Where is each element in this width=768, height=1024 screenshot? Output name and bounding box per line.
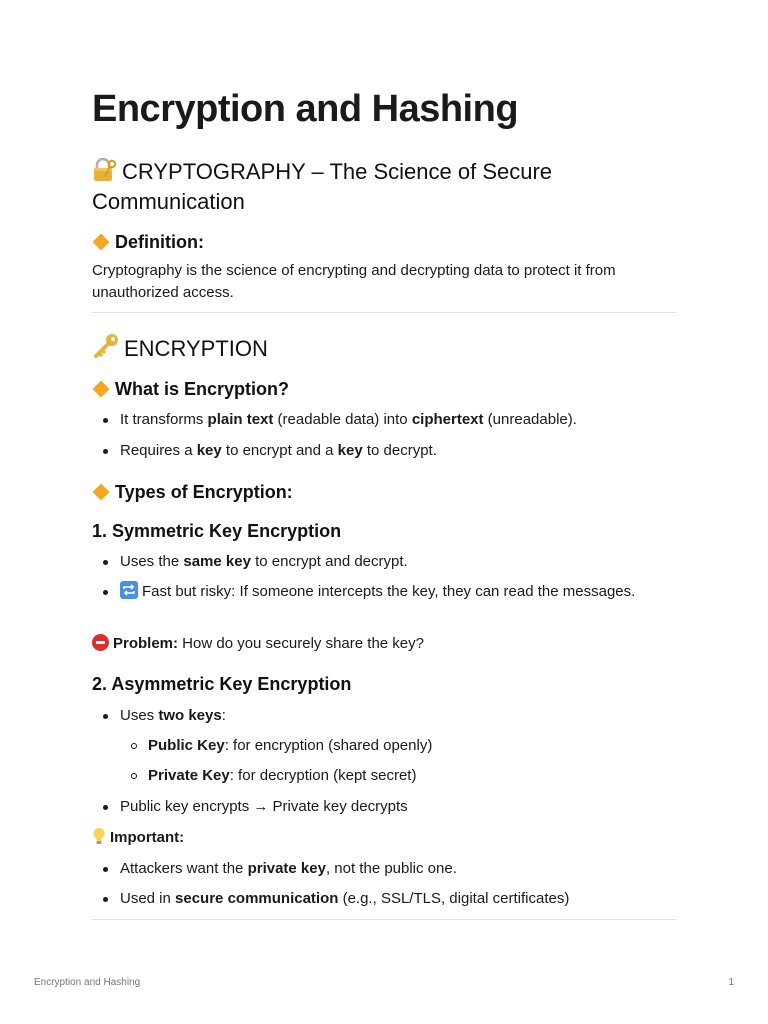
lock-key-icon xyxy=(92,158,118,188)
bold-text: ciphertext xyxy=(411,411,484,428)
bullet xyxy=(103,560,108,565)
bullet xyxy=(103,867,108,872)
important-label: Important: xyxy=(110,829,185,846)
definition-heading xyxy=(92,231,204,253)
bullet xyxy=(103,897,108,902)
list-item xyxy=(120,581,660,606)
key-icon xyxy=(92,333,120,365)
page-title: Encryption and Hashing xyxy=(92,88,519,130)
list-item xyxy=(120,551,660,573)
stop-sign-icon xyxy=(92,634,109,651)
bold-text: secure communication xyxy=(175,890,339,907)
bold-text: same key xyxy=(183,553,251,570)
sub-list-item xyxy=(148,735,688,757)
encryption-heading xyxy=(92,333,268,365)
text: to encrypt and a xyxy=(221,442,338,459)
text: Used in xyxy=(120,890,176,907)
symmetric-heading: 1. Symmetric Key Encryption xyxy=(92,521,342,541)
list-item xyxy=(120,858,660,880)
types-of-encryption-heading xyxy=(92,481,293,503)
text: : for encryption (shared openly) xyxy=(224,737,433,754)
text: (e.g., SSL/TLS, digital certificates) xyxy=(338,890,570,907)
list-item xyxy=(120,796,660,818)
repeat-icon xyxy=(120,581,138,606)
bullet xyxy=(131,773,137,779)
footer-title: Encryption and Hashing xyxy=(34,977,141,988)
bold-text: key xyxy=(337,442,363,459)
divider xyxy=(92,919,677,920)
orange-diamond-icon xyxy=(93,381,110,398)
problem-text: How do you securely share the key? xyxy=(178,635,424,652)
asymmetric-heading: 2. Asymmetric Key Encryption xyxy=(92,674,352,694)
bold-text: plain text xyxy=(207,411,274,428)
bold-text: two keys xyxy=(158,707,222,724)
bold-text: private key xyxy=(247,860,326,877)
list-item xyxy=(120,409,660,431)
bullet xyxy=(131,743,137,749)
text: to decrypt. xyxy=(362,442,437,459)
orange-diamond-icon xyxy=(93,484,110,501)
what-is-encryption-heading xyxy=(92,378,289,400)
bullet xyxy=(103,449,108,454)
text: Uses xyxy=(120,707,159,724)
bold-text: Public Key xyxy=(148,737,225,754)
bold-text: key xyxy=(196,442,222,459)
list-item xyxy=(120,705,660,727)
cryptography-heading xyxy=(92,158,652,215)
text: (unreadable). xyxy=(483,411,577,428)
text: : for decryption (kept secret) xyxy=(229,767,417,784)
problem-label: Problem: xyxy=(113,635,179,652)
bullet xyxy=(103,714,108,719)
list-item xyxy=(120,888,680,910)
page-number: 1 xyxy=(728,977,734,988)
cryptography-heading-text: CRYPTOGRAPHY – The Science of Secure Communication xyxy=(92,159,553,214)
types-of-encryption-heading-text: Types of Encryption: xyxy=(115,482,293,502)
orange-diamond-icon xyxy=(93,234,110,251)
sub-list-item xyxy=(148,765,688,787)
divider xyxy=(92,312,677,313)
bullet xyxy=(103,590,108,595)
text: Uses the xyxy=(120,553,184,570)
definition-text: Cryptography is the science of encrypting and decrypting data to protect it from unauthorized access. xyxy=(92,262,616,301)
text: (readable data) into xyxy=(273,411,412,428)
text: It transforms xyxy=(120,411,208,428)
problem-note xyxy=(92,633,672,655)
text: Requires a xyxy=(120,442,197,459)
text: to encrypt and decrypt. xyxy=(250,553,408,570)
important-note xyxy=(92,827,672,852)
bullet xyxy=(103,418,108,423)
what-is-encryption-heading-text: What is Encryption? xyxy=(115,379,290,399)
list-item xyxy=(120,440,660,462)
definition-heading-text: Definition: xyxy=(115,232,204,252)
text: Public key encrypts → Private key decrypts xyxy=(120,798,408,815)
text: Fast but risky: If someone intercepts the key, they can read the messages. xyxy=(142,583,636,600)
bullet xyxy=(103,805,108,810)
encryption-heading-text: ENCRYPTION xyxy=(124,336,268,361)
text: Attackers want the xyxy=(120,860,248,877)
text: : xyxy=(221,707,226,724)
text: , not the public one. xyxy=(325,860,457,877)
bold-text: Private Key xyxy=(148,767,230,784)
light-bulb-icon xyxy=(92,827,106,852)
